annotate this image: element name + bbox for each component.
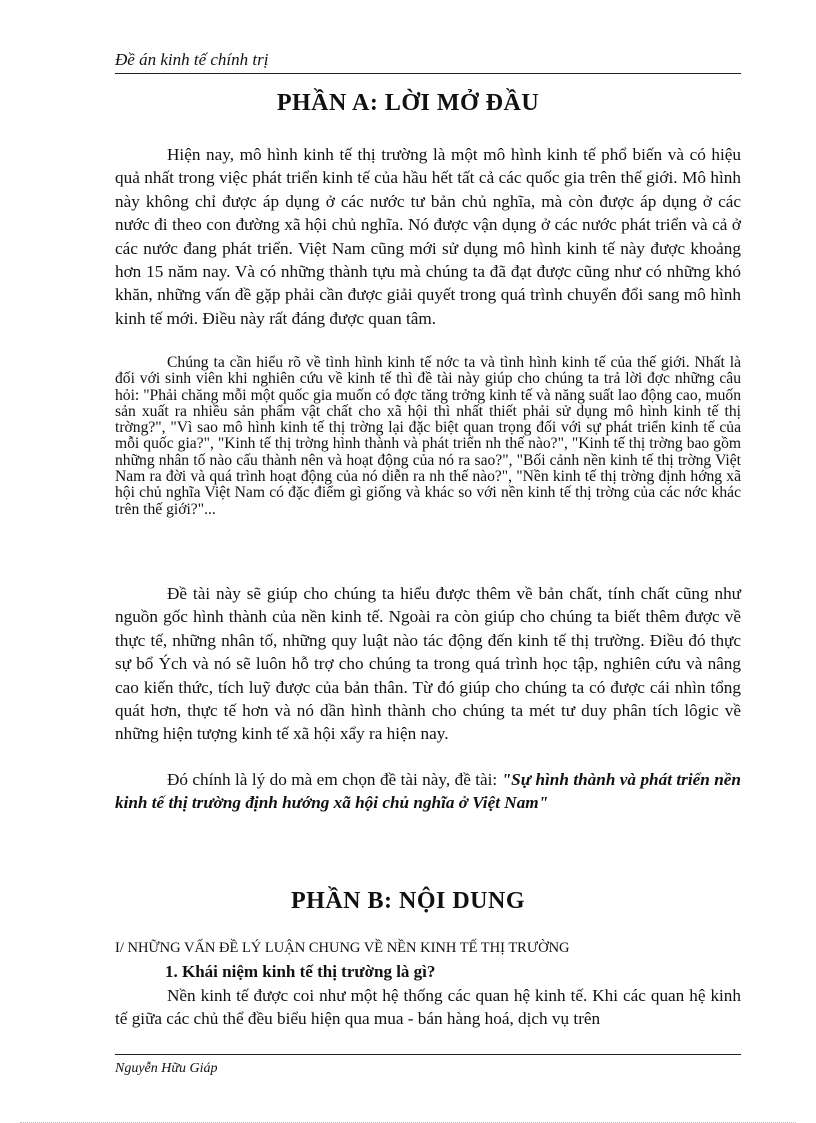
part-a-paragraph-4 (115, 768, 741, 815)
running-header: Đề án kinh tế chính trị (115, 50, 741, 74)
running-footer: Nguyễn Hữu Giáp (115, 1054, 741, 1077)
part-a-paragraph-2: Chúng ta cần hiểu rõ về tình hình kinh tế nớc ta và tình hình kinh tế của thế giới. Nhất là đối với sinh viên khi nghiên cứu về kinh tế thì đề tài này giúp cho chúng ta trả lời đợc những câu hỏi: "Phải chăng mỗi một quốc gia muốn có đợc tăng trởng kinh tế và năng suất lao động cao, muốn sản xuất ra nhiều sản phẩm vật chất cho xã hội thì nhất thiết phải sử dụng mô hình kinh tế thị trờng?", "Vì sao mô hình kinh tế thị trờng lại đặc biệt quan trọng đối với sự phát triển kinh tế của mỗi quốc gia?", "Kinh tế thị trờng hình thành và phát triển nh thế nào?", "Kinh tế thị trờng bao gồm những nhân tố nào cấu thành nên và hoạt động của nó ra sao?", "Bối cảnh nền kinh tế thị trờng Việt Nam ra đời và quá trình hoạt động của nó diễn ra nh thế nào?", "Nền kinh tế thị trờng định hớng xã hội chủ nghĩa Việt Nam có đặc điểm gì giống và khác so với nền kinh tế thị trờng của các nớc khác trên thế giới?"... (115, 354, 741, 518)
part-b-title: PHẦN B: NỘI DUNG (291, 888, 525, 914)
part-a-paragraph-1: Hiện nay, mô hình kinh tế thị trường là một mô hình kinh tế phổ biến và có hiệu quả nhất trong việc phát triển kinh tế của hầu hết tất cả các quốc gia trên thế giới. Mô hình này không chỉ được áp dụng ở các nước tư bản chủ nghĩa, mà còn được áp dụng ở các nước đi theo con đường xã hội chủ nghĩa. Nó được vận dụng ở các nước phát triển và cả ở các nước đang phát triển. Việt Nam cũng mới sử dụng mô hình kinh tế này được khoảng hơn 15 năm nay. Và có những thành tựu mà chúng ta đã đạt được cũng như có những khó khăn, những vấn đề gặp phải cần được giải quyết trong quá trình chuyển đổi sang mô hình kinh tế mới. Điều này rất đáng được quan tâm. (115, 145, 741, 328)
part-b-paragraph-1: Nền kinh tế được coi như một hệ thống các quan hệ kinh tế. Khi các quan hệ kinh tế giữa các chủ thể đều biểu hiện qua mua - bán hàng hoá, dịch vụ trên (115, 986, 741, 1029)
paragraph-4-lead: Đó chính là lý do mà em chọn đề tài này, đề tài: (167, 770, 502, 789)
subsection-heading: 1. Khái niệm kinh tế thị trường là gì? (165, 962, 436, 981)
thesis-topic: "Sự hình thành và phát triển nền kinh tế thị trường định hướng xã hội chủ nghĩa ở Việt Nam" (115, 770, 741, 813)
part-a-title: PHẦN A: LỜI MỞ ĐẦU (276, 90, 540, 116)
section-heading: I/ NHỮNG VẤN ĐỀ LÝ LUẬN CHUNG VỀ NỀN KINH TẾ THỊ TRƯỜNG (115, 940, 570, 956)
part-a-paragraph-3: Đề tài này sẽ giúp cho chúng ta hiểu được thêm về bản chất, tính chất cũng như nguồn gốc hình thành của nền kinh tế. Ngoài ra còn giúp cho chúng ta biết thêm được về thực tế, những nhân tố, những quy luật nào tác động đến kinh tế thị trường. Điều đó thực sự bổ Ých và nó sẽ luôn hỗ trợ cho chúng ta trong quá trình học tập, nghiên cứu và nâng cao kiến thức, tích luỹ được của bản thân. Từ đó giúp cho chúng ta có được cái nhìn tổng quát hơn, thực tế hơn và nó dần hình thành cho chúng ta mét tư duy phân tích lôgic về những hiện tượng kinh tế xã hội xẩy ra hiện nay. (115, 584, 741, 744)
